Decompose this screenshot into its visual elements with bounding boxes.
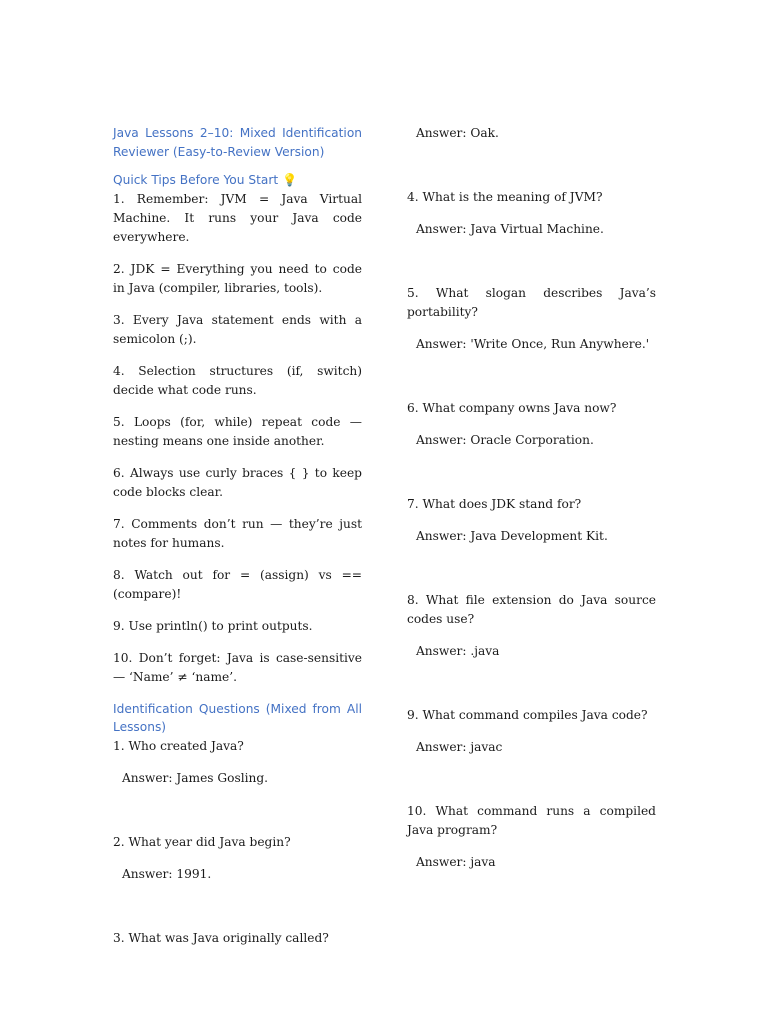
tip-item: 6. Always use curly braces { } to keep code blocks clear. xyxy=(113,465,362,499)
left-column xyxy=(113,124,362,948)
tip-item: 1. Remember: JVM = Java Virtual Machine. It runs your Java code everywhere. xyxy=(113,191,362,244)
tip-item: 10. Don’t forget: Java is case-sensitive — ‘Name’ ≠ ‘name’. xyxy=(113,650,362,684)
tip-item: 2. JDK = Everything you need to code in Java (compiler, libraries, tools). xyxy=(113,261,362,295)
tip-item: 7. Comments don’t run — they’re just notes for humans. xyxy=(113,516,362,550)
answer-text: Answer: java xyxy=(416,855,496,869)
document-title: Java Lessons 2–10: Mixed Identification Reviewer (Easy-to-Review Version) xyxy=(113,126,362,159)
question-text: 4. What is the meaning of JVM? xyxy=(407,190,603,204)
answer-text: Answer: Oracle Corporation. xyxy=(416,433,594,447)
answer-text: Answer: 1991. xyxy=(122,866,212,881)
answer-text: Answer: javac xyxy=(416,740,503,754)
question-text: 5. What slogan describes Java’s portability? xyxy=(407,286,656,319)
tips-heading: Quick Tips Before You Start 💡 xyxy=(113,173,298,187)
answer-text: Answer: Java Development Kit. xyxy=(416,529,608,543)
question-text: 2. What year did Java begin? xyxy=(113,834,291,849)
answer-text: Answer: Oak. xyxy=(416,126,499,140)
tip-item: 5. Loops (for, while) repeat code — nesting means one inside another. xyxy=(113,414,362,448)
question-text: 7. What does JDK stand for? xyxy=(407,497,582,511)
question-text: 6. What company owns Java now? xyxy=(407,401,617,415)
questions-heading: Identification Questions (Mixed from All Lessons) xyxy=(113,701,362,734)
question-text: 8. What file extension do Java source codes use? xyxy=(407,593,656,626)
answer-text: Answer: .java xyxy=(416,644,500,658)
tip-item: 9. Use println() to print outputs. xyxy=(113,618,313,633)
right-column xyxy=(407,124,656,872)
question-text: 3. What was Java originally called? xyxy=(113,930,329,945)
answer-text: Answer: Java Virtual Machine. xyxy=(416,222,604,236)
tip-item: 8. Watch out for = (assign) vs == (compare)! xyxy=(113,567,362,601)
answer-text: Answer: James Gosling. xyxy=(122,770,269,785)
tip-item: 4. Selection structures (if, switch) decide what code runs. xyxy=(113,363,362,397)
answer-text: Answer: 'Write Once, Run Anywhere.' xyxy=(416,337,650,351)
question-text: 9. What command compiles Java code? xyxy=(407,708,648,722)
question-text: 1. Who created Java? xyxy=(113,738,244,753)
tip-item: 3. Every Java statement ends with a semicolon (;). xyxy=(113,312,362,346)
question-text: 10. What command runs a compiled Java program? xyxy=(407,804,656,837)
